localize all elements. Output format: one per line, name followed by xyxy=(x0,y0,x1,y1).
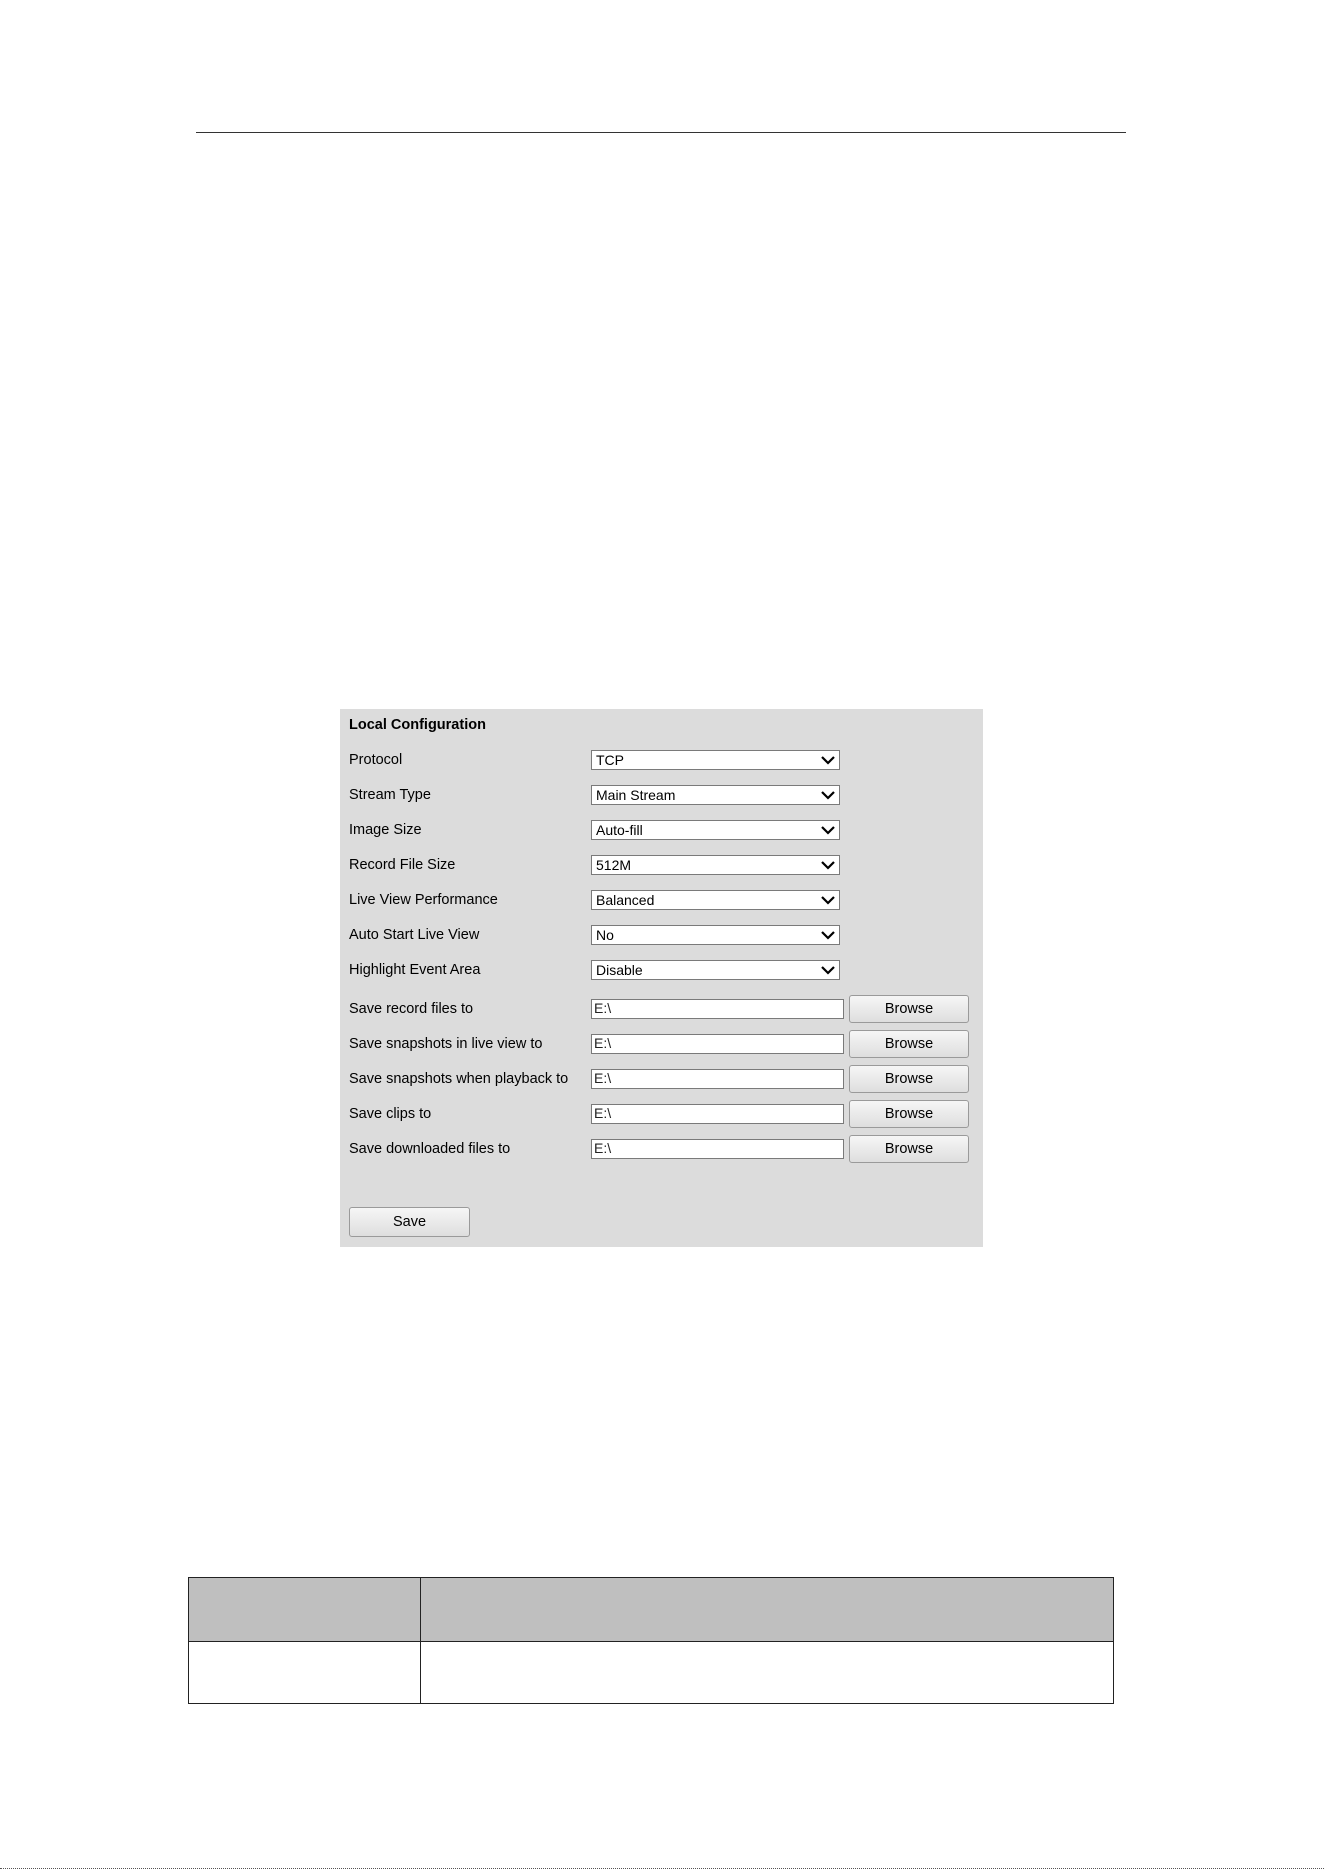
save-record-files-row xyxy=(340,991,983,1026)
record-file-size-row xyxy=(340,847,983,882)
table-header-cell xyxy=(421,1578,1114,1642)
parameter-table xyxy=(188,1577,1114,1704)
image-size-label: Image Size xyxy=(349,821,422,838)
save-downloaded-files-field[interactable]: E:\ xyxy=(591,1139,844,1159)
table-cell xyxy=(189,1642,421,1704)
image-size-select[interactable] xyxy=(591,820,840,840)
stream-type-row xyxy=(340,777,983,812)
table-header-cell xyxy=(189,1578,421,1642)
table-header-row xyxy=(189,1578,1114,1642)
browse-button[interactable]: Browse xyxy=(849,1065,969,1093)
table-cell xyxy=(421,1642,1114,1704)
save-clips-field[interactable]: E:\ xyxy=(591,1104,844,1124)
highlight-event-area-label: Highlight Event Area xyxy=(349,961,481,978)
highlight-event-area-row xyxy=(340,952,983,987)
save-record-files-field[interactable]: E:\ xyxy=(591,999,844,1019)
chevron-down-icon xyxy=(820,753,836,767)
protocol-select-value: TCP xyxy=(596,751,624,768)
record-file-size-select[interactable] xyxy=(591,855,840,875)
image-size-row xyxy=(340,812,983,847)
save-record-files-label: Save record files to xyxy=(349,1000,474,1017)
record-file-size-label: Record File Size xyxy=(349,856,456,873)
record-file-size-select-value: 512M xyxy=(596,856,632,873)
auto-start-live-view-row xyxy=(340,917,983,952)
chevron-down-icon xyxy=(820,928,836,942)
live-view-performance-label: Live View Performance xyxy=(349,891,498,908)
chevron-down-icon xyxy=(820,858,836,872)
save-snapshots-playback-field[interactable]: E:\ xyxy=(591,1069,844,1089)
auto-start-live-view-select-value: No xyxy=(596,926,614,943)
browse-button[interactable]: Browse xyxy=(849,1030,969,1058)
chevron-down-icon xyxy=(820,893,836,907)
highlight-event-area-select-value: Disable xyxy=(596,961,643,978)
auto-start-live-view-label: Auto Start Live View xyxy=(349,926,480,943)
save-snapshots-live-view-field[interactable]: E:\ xyxy=(591,1034,844,1054)
protocol-select[interactable] xyxy=(591,750,840,770)
stream-type-select-value: Main Stream xyxy=(596,786,676,803)
stream-type-select[interactable] xyxy=(591,785,840,805)
browse-button[interactable]: Browse xyxy=(849,1135,969,1163)
stream-type-label: Stream Type xyxy=(349,786,431,803)
highlight-event-area-select[interactable] xyxy=(591,960,840,980)
save-clips-row xyxy=(340,1096,983,1131)
save-downloaded-files-row xyxy=(340,1131,983,1166)
live-view-performance-row xyxy=(340,882,983,917)
chevron-down-icon xyxy=(820,963,836,977)
save-snapshots-live-view-row xyxy=(340,1026,983,1061)
footer-rule xyxy=(0,1868,1324,1869)
save-clips-label: Save clips to xyxy=(349,1105,432,1122)
chevron-down-icon xyxy=(820,823,836,837)
table-row xyxy=(189,1642,1114,1704)
local-configuration-panel xyxy=(340,709,983,1247)
save-snapshots-live-view-label: Save snapshots in live view to xyxy=(349,1035,543,1052)
protocol-row xyxy=(340,742,983,777)
browse-button[interactable]: Browse xyxy=(849,995,969,1023)
protocol-label: Protocol xyxy=(349,751,403,768)
save-downloaded-files-label: Save downloaded files to xyxy=(349,1140,511,1157)
save-button[interactable]: Save xyxy=(349,1207,470,1237)
image-size-select-value: Auto-fill xyxy=(596,821,643,838)
auto-start-live-view-select[interactable] xyxy=(591,925,840,945)
header-rule xyxy=(196,132,1126,133)
browse-button[interactable]: Browse xyxy=(849,1100,969,1128)
chevron-down-icon xyxy=(820,788,836,802)
live-view-performance-select-value: Balanced xyxy=(596,891,655,908)
save-snapshots-playback-label: Save snapshots when playback to xyxy=(349,1070,569,1087)
panel-title: Local Configuration xyxy=(349,717,486,733)
live-view-performance-select[interactable] xyxy=(591,890,840,910)
save-snapshots-playback-row xyxy=(340,1061,983,1096)
